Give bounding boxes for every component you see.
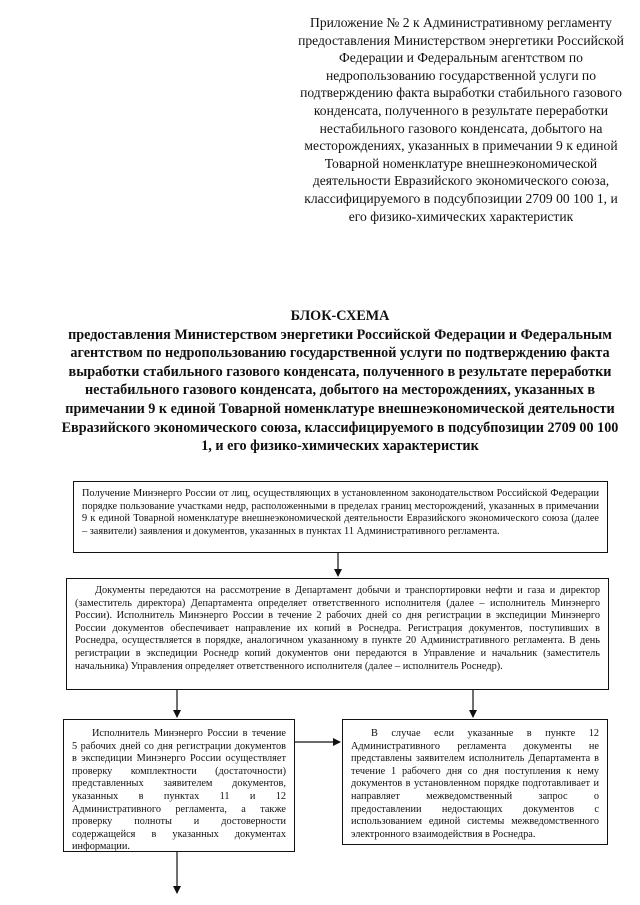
flow-step-check-documents: Исполнитель Минэнерго России в течение 5 рабочих дней со дня регистрации документов в экспедиции Минэнерго России осуществляет проверку комплектности (достаточности) представленных заявителем документов, указанных в пунктах 11 и 12 Административного регламента, а также проверку полноты и достоверности содержащейся в указанных документах информации. [63, 719, 295, 852]
flow-step-interagency-request: В случае если указанные в пункте 12 Административного регламента документы не представлены заявителем исполнитель Департамента в течение 1 рабочего дня со дня поступления к нему документов в установленном порядке подготавливает и направляет межведомственный запрос о предоставлении недостающих документов с использованием единой системы межведомственного электронного взаимодействия в Роснедра. [342, 719, 608, 845]
appendix-heading: Приложение № 2 к Административному регламенту предоставления Министерством энергетики Российской Федерации и Федеральным агентством по недропользованию государственной услуги по подтверждению факта выработки стабильного газового конденсата, полученного в результате переработки нестабильного газового конденсата, добытого на месторождениях, указанных в примечании 9 к единой Товарной номенклатуре внешнеэкономической деятельности Евразийского экономического союза, классифицируемого в подсубпозиции 2709 00 100 1, и его физико-химических характеристик [298, 15, 624, 224]
flow-step-assign-executor: Документы передаются на рассмотрение в Департамент добычи и транспортировки нефти и газа и директор (заместитель директора) Департамента определяет ответственного исполнителя (далее – исполнитель Минэнерго России). Исполнитель Минэнерго России в течение 2 рабочих дней со дня регистрации в экспедиции Минэнерго России документов обеспечивает направление их копий в Роснедра. Регистрация документов, поступивших в Роснедра, осуществляется в порядке, аналогичном указанному в пункте 20 Административного регламента. В день регистрации в экспедиции Роснедр копий документов они передаются в Управление и начальник (заместитель начальника) Управления определяет ответственного исполнителя (далее – исполнитель Роснедр). [66, 578, 609, 690]
flow-step-receive-application: Получение Минэнерго России от лиц, осуществляющих в установленном законодательством Российской Федерации порядке пользование участками недр, расположенными в пределах границ месторождений, указанных в примечании 9 к единой Товарной номенклатуре внешнеэкономической деятельности Евразийского экономического союза (далее – заявители) заявления и документов, указанных в пунктах 11 Административного регламента. [73, 481, 608, 553]
title-subtitle: предоставления Министерством энергетики Российской Федерации и Федеральным агентством по недропользованию государственной услуги по подтверждению факта выработки стабильного газового конденсата, полученного в результате переработки нестабильного газового конденсата, добытого на месторождениях, указанных в примечании 9 к единой Товарной номенклатуре внешнеэкономической деятельности Евразийского экономического союза, классифицируемого в подсубпозиции 2709 00 100 1, и его физико-химических характеристик [61, 326, 619, 455]
title-heading: БЛОК-СХЕМА [290, 308, 390, 324]
